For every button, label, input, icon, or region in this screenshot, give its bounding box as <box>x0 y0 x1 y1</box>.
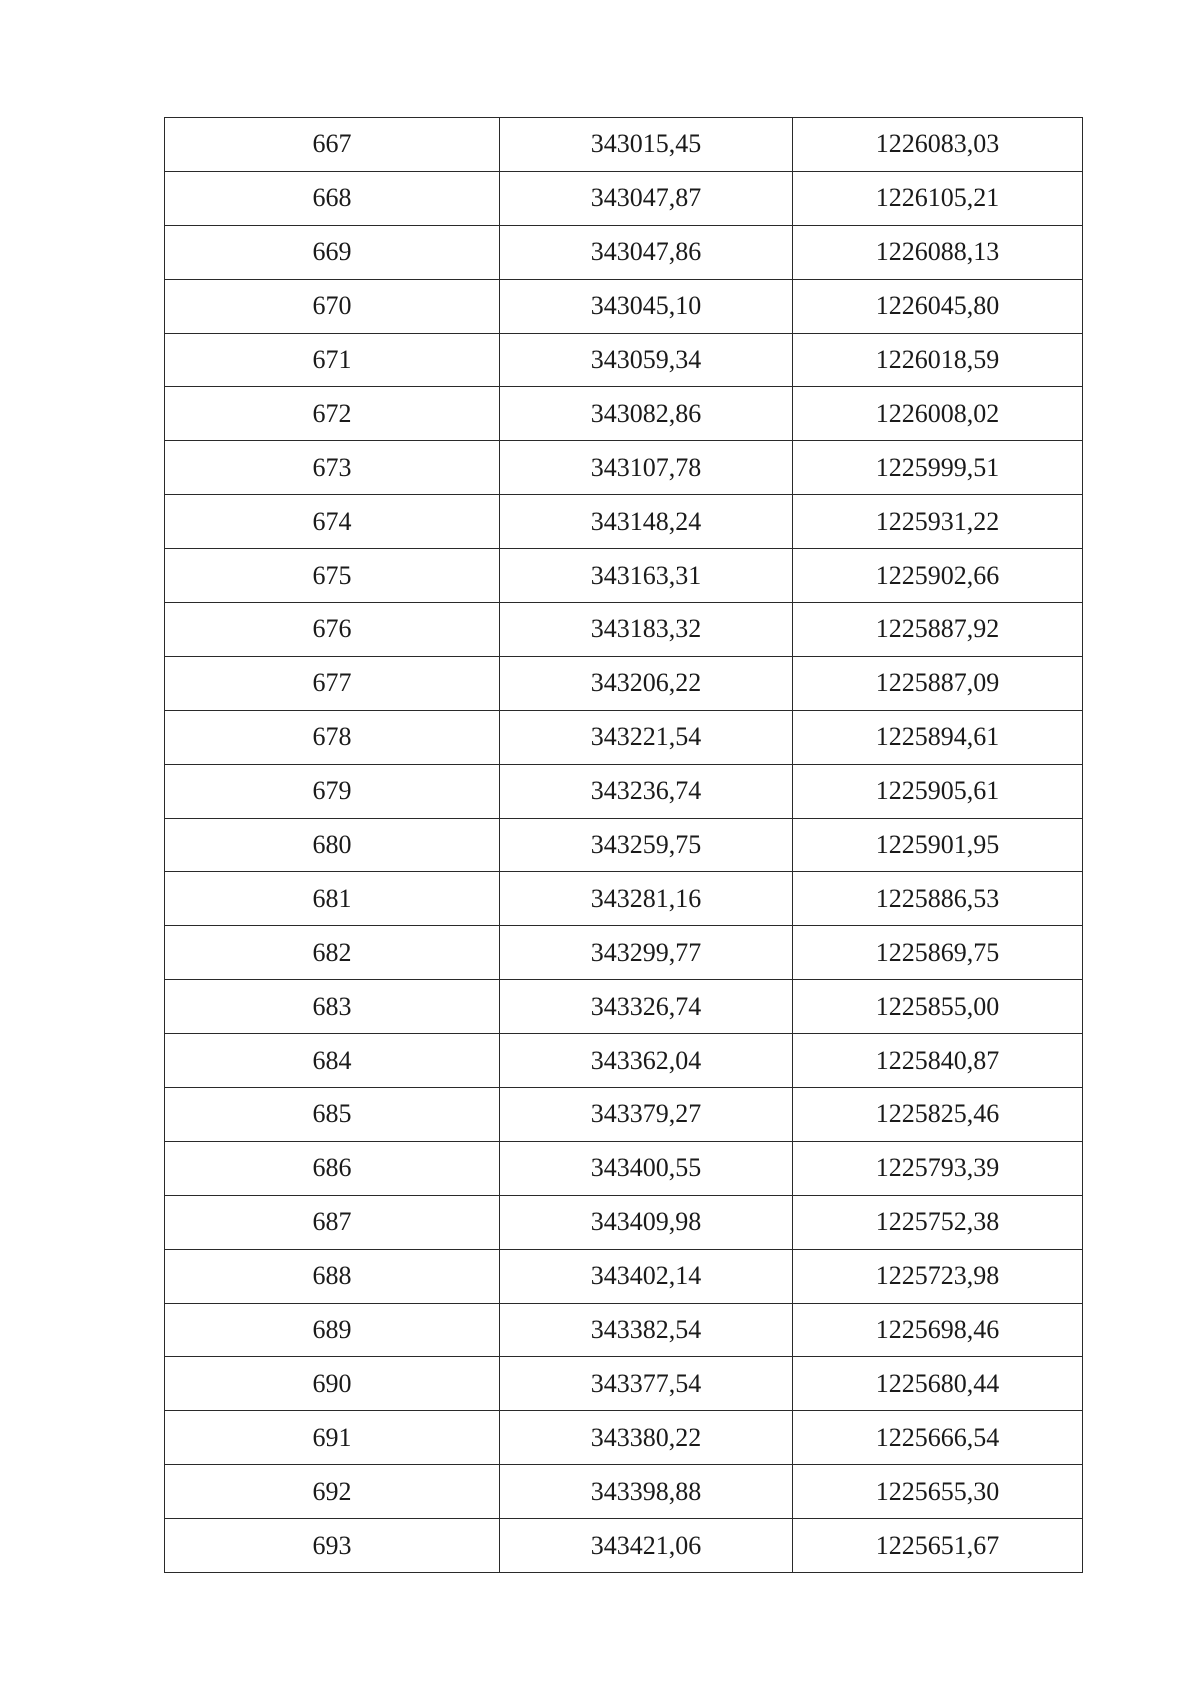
table-row <box>165 1195 1083 1249</box>
point-number-cell: 690 <box>165 1357 500 1411</box>
table-row <box>165 1141 1083 1195</box>
y-coordinate-cell: 1225680,44 <box>793 1357 1083 1411</box>
point-number-cell: 672 <box>165 387 500 441</box>
table-row <box>165 1034 1083 1088</box>
table-row <box>165 171 1083 225</box>
table-row <box>165 118 1083 172</box>
point-number-cell: 676 <box>165 603 500 657</box>
table-row <box>165 980 1083 1034</box>
y-coordinate-cell: 1225793,39 <box>793 1141 1083 1195</box>
table-row <box>165 764 1083 818</box>
y-coordinate-cell: 1225902,66 <box>793 549 1083 603</box>
x-coordinate-cell: 343047,87 <box>500 171 793 225</box>
x-coordinate-cell: 343377,54 <box>500 1357 793 1411</box>
table-row <box>165 656 1083 710</box>
point-number-cell: 670 <box>165 279 500 333</box>
point-number-cell: 691 <box>165 1411 500 1465</box>
y-coordinate-cell: 1225698,46 <box>793 1303 1083 1357</box>
point-number-cell: 689 <box>165 1303 500 1357</box>
x-coordinate-cell: 343259,75 <box>500 818 793 872</box>
x-coordinate-cell: 343206,22 <box>500 656 793 710</box>
table-row <box>165 441 1083 495</box>
point-number-cell: 692 <box>165 1465 500 1519</box>
y-coordinate-cell: 1225905,61 <box>793 764 1083 818</box>
table-row <box>165 333 1083 387</box>
x-coordinate-cell: 343059,34 <box>500 333 793 387</box>
y-coordinate-cell: 1226045,80 <box>793 279 1083 333</box>
x-coordinate-cell: 343107,78 <box>500 441 793 495</box>
coordinates-table <box>164 117 1083 1573</box>
point-number-cell: 667 <box>165 118 500 172</box>
y-coordinate-cell: 1225651,67 <box>793 1519 1083 1573</box>
point-number-cell: 687 <box>165 1195 500 1249</box>
point-number-cell: 681 <box>165 872 500 926</box>
point-number-cell: 675 <box>165 549 500 603</box>
point-number-cell: 683 <box>165 980 500 1034</box>
coordinates-table-body <box>165 118 1083 1573</box>
x-coordinate-cell: 343379,27 <box>500 1088 793 1142</box>
y-coordinate-cell: 1225901,95 <box>793 818 1083 872</box>
table-row <box>165 710 1083 764</box>
y-coordinate-cell: 1225855,00 <box>793 980 1083 1034</box>
x-coordinate-cell: 343398,88 <box>500 1465 793 1519</box>
point-number-cell: 686 <box>165 1141 500 1195</box>
x-coordinate-cell: 343183,32 <box>500 603 793 657</box>
x-coordinate-cell: 343163,31 <box>500 549 793 603</box>
x-coordinate-cell: 343221,54 <box>500 710 793 764</box>
point-number-cell: 677 <box>165 656 500 710</box>
table-row <box>165 279 1083 333</box>
x-coordinate-cell: 343082,86 <box>500 387 793 441</box>
table-row <box>165 225 1083 279</box>
table-row <box>165 603 1083 657</box>
point-number-cell: 684 <box>165 1034 500 1088</box>
y-coordinate-cell: 1226083,03 <box>793 118 1083 172</box>
y-coordinate-cell: 1225666,54 <box>793 1411 1083 1465</box>
y-coordinate-cell: 1225869,75 <box>793 926 1083 980</box>
point-number-cell: 685 <box>165 1088 500 1142</box>
point-number-cell: 679 <box>165 764 500 818</box>
x-coordinate-cell: 343299,77 <box>500 926 793 980</box>
table-row <box>165 1519 1083 1573</box>
table-row <box>165 387 1083 441</box>
table-row <box>165 549 1083 603</box>
x-coordinate-cell: 343421,06 <box>500 1519 793 1573</box>
table-row <box>165 872 1083 926</box>
table-row <box>165 1465 1083 1519</box>
table-row <box>165 1303 1083 1357</box>
y-coordinate-cell: 1225655,30 <box>793 1465 1083 1519</box>
y-coordinate-cell: 1226018,59 <box>793 333 1083 387</box>
x-coordinate-cell: 343045,10 <box>500 279 793 333</box>
y-coordinate-cell: 1225894,61 <box>793 710 1083 764</box>
point-number-cell: 678 <box>165 710 500 764</box>
point-number-cell: 671 <box>165 333 500 387</box>
table-row <box>165 818 1083 872</box>
y-coordinate-cell: 1225887,92 <box>793 603 1083 657</box>
table-row <box>165 1088 1083 1142</box>
x-coordinate-cell: 343382,54 <box>500 1303 793 1357</box>
y-coordinate-cell: 1225752,38 <box>793 1195 1083 1249</box>
point-number-cell: 673 <box>165 441 500 495</box>
y-coordinate-cell: 1225825,46 <box>793 1088 1083 1142</box>
x-coordinate-cell: 343362,04 <box>500 1034 793 1088</box>
x-coordinate-cell: 343400,55 <box>500 1141 793 1195</box>
table-row <box>165 1357 1083 1411</box>
table-row <box>165 1249 1083 1303</box>
y-coordinate-cell: 1225840,87 <box>793 1034 1083 1088</box>
y-coordinate-cell: 1226088,13 <box>793 225 1083 279</box>
y-coordinate-cell: 1225887,09 <box>793 656 1083 710</box>
y-coordinate-cell: 1225931,22 <box>793 495 1083 549</box>
point-number-cell: 682 <box>165 926 500 980</box>
y-coordinate-cell: 1225999,51 <box>793 441 1083 495</box>
table-row <box>165 926 1083 980</box>
x-coordinate-cell: 343402,14 <box>500 1249 793 1303</box>
point-number-cell: 688 <box>165 1249 500 1303</box>
table-row <box>165 1411 1083 1465</box>
x-coordinate-cell: 343148,24 <box>500 495 793 549</box>
x-coordinate-cell: 343409,98 <box>500 1195 793 1249</box>
x-coordinate-cell: 343281,16 <box>500 872 793 926</box>
point-number-cell: 674 <box>165 495 500 549</box>
y-coordinate-cell: 1226105,21 <box>793 171 1083 225</box>
y-coordinate-cell: 1225886,53 <box>793 872 1083 926</box>
x-coordinate-cell: 343236,74 <box>500 764 793 818</box>
x-coordinate-cell: 343326,74 <box>500 980 793 1034</box>
y-coordinate-cell: 1225723,98 <box>793 1249 1083 1303</box>
y-coordinate-cell: 1226008,02 <box>793 387 1083 441</box>
point-number-cell: 693 <box>165 1519 500 1573</box>
x-coordinate-cell: 343047,86 <box>500 225 793 279</box>
x-coordinate-cell: 343015,45 <box>500 118 793 172</box>
point-number-cell: 680 <box>165 818 500 872</box>
point-number-cell: 668 <box>165 171 500 225</box>
x-coordinate-cell: 343380,22 <box>500 1411 793 1465</box>
point-number-cell: 669 <box>165 225 500 279</box>
table-row <box>165 495 1083 549</box>
